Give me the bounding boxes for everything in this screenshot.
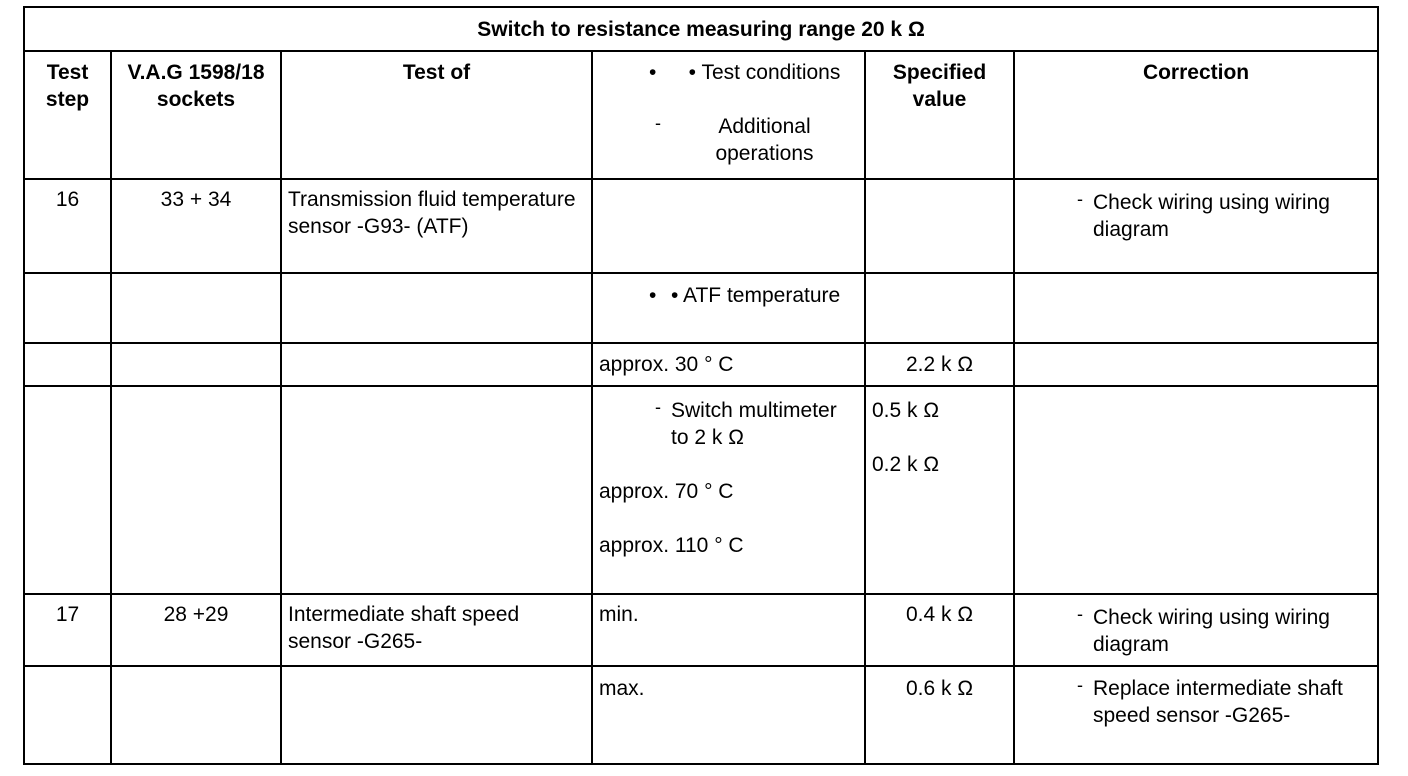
header-row [24,51,1378,179]
correction-cell [1014,343,1378,386]
specified-value-cell: 0.4 k Ω [865,594,1014,666]
test-step-cell: 16 [24,179,111,273]
correction-cell [1014,273,1378,343]
conditions-cell: max. [592,666,865,764]
conditions-cell [592,273,865,343]
test-step-cell [24,666,111,764]
test-of-cell: Intermediate shaft speed sensor -G265- [281,594,592,666]
correction-cell [1014,179,1378,273]
table-row [24,386,1378,594]
specified-value-cell: 0.6 k Ω [865,666,1014,764]
correction-text: Check wiring using wiring diagram [1093,191,1330,241]
header-correction: Correction [1014,51,1378,179]
test-of-cell [281,386,592,594]
sockets-cell [111,386,281,594]
correction-text: Check wiring using wiring diagram [1093,606,1330,656]
test-step-cell [24,386,111,594]
table-row [24,666,1378,764]
conditions-cell [592,179,865,273]
table-title: Switch to resistance measuring range 20 k Ω [24,7,1378,51]
test-of-cell [281,273,592,343]
dash-icon: - [655,397,661,417]
header-vag-sockets: V.A.G 1598/18 sockets [111,51,281,179]
condition-text: • ATF temperature [671,284,841,307]
value-110: 0.2 k Ω [872,453,940,476]
test-step-cell [24,273,111,343]
condition-item [599,282,858,309]
specified-value-cell [865,273,1014,343]
specified-value-cell [865,386,1014,594]
correction-item [1021,675,1371,729]
correction-cell [1014,386,1378,594]
header-specified-value: Specified value [865,51,1014,179]
bullet-icon: • [649,284,657,307]
dash-icon: - [1077,675,1083,695]
operation-text: Switch multimeter to 2 k Ω [671,399,837,449]
header-conditions [592,51,865,179]
header-additional-operations [599,113,858,167]
operation-item [599,397,858,451]
bullet-icon: • [649,61,657,84]
resistance-test-table [23,6,1379,765]
sockets-cell [111,273,281,343]
specified-value-cell: 2.2 k Ω [865,343,1014,386]
value-70: 0.5 k Ω [872,399,940,422]
header-test-conditions-label: • Test conditions [688,61,841,84]
correction-item [1021,186,1371,243]
sockets-cell [111,343,281,386]
test-step-cell [24,343,111,386]
conditions-cell: min. [592,594,865,666]
header-additional-operations-label: Additional operations [715,115,814,165]
test-of-cell: Transmission fluid temperature sensor -G93- (ATF) [281,179,592,273]
dash-icon: - [1077,189,1083,209]
table-row [24,343,1378,386]
conditions-cell: approx. 30 ° C [592,343,865,386]
table-row [24,273,1378,343]
header-test-conditions [599,59,858,86]
dash-icon: - [655,113,661,133]
conditions-cell [592,386,865,594]
temperature-110: approx. 110 ° C [599,534,744,557]
sockets-cell: 28 +29 [111,594,281,666]
test-step-cell: 17 [24,594,111,666]
correction-cell [1014,666,1378,764]
correction-cell [1014,594,1378,666]
table-row [24,594,1378,666]
correction-item [1021,601,1371,658]
dash-icon: - [1077,604,1083,624]
specified-value-cell [865,179,1014,273]
title-row [24,7,1378,51]
test-of-cell [281,343,592,386]
header-test-of: Test of [281,51,592,179]
table-row [24,179,1378,273]
correction-text: Replace intermediate shaft speed sensor -G265- [1093,677,1343,727]
sockets-cell: 33 + 34 [111,179,281,273]
sockets-cell [111,666,281,764]
temperature-70: approx. 70 ° C [599,480,734,503]
test-of-cell [281,666,592,764]
header-test-step: Test step [24,51,111,179]
